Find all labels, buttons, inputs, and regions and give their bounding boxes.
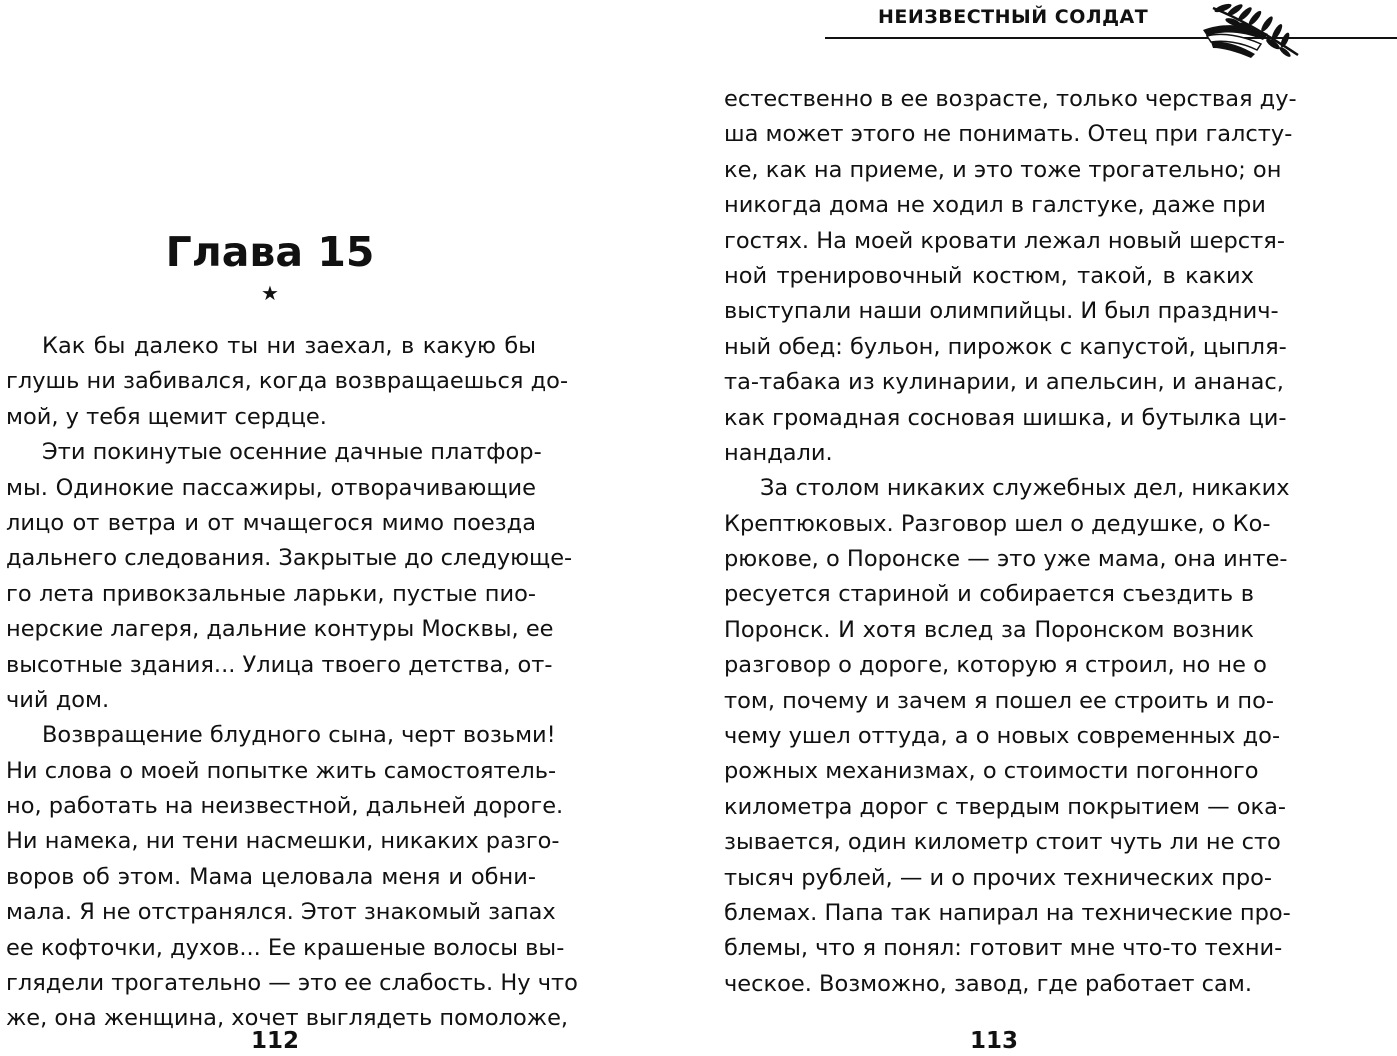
text-line: как громадная сосновая шишка, и бутылка ци- [724,404,1287,431]
text-line: лицо от ветра и от мчащегося мимо поезда [6,509,536,536]
text-line: ческое. Возможно, завод, где работает сам. [724,970,1252,997]
chapter-title: Глава 15 [165,228,375,276]
text-line: глушь ни забивался, когда возвращаешься до- [6,368,569,395]
text-line: естественно в ее возрасте, только черствая ду- [724,86,1297,112]
text-line: чему ушел оттуда, а о новых современных до- [724,723,1281,750]
text-line: мой, у тебя щемит сердце. [6,403,327,430]
laurel-ribbon-icon [1193,0,1313,60]
left-page-number: 112 [251,1028,300,1054]
text-line: рюкове, о Поронске — это уже мама, она инте- [724,546,1288,573]
text-line: ке, как на приеме, и это тоже трогательно; он [724,156,1282,183]
text-line: выступали наши олимпийцы. И был празднич- [724,298,1279,325]
text-line: тысяч рублей, — и о прочих технических про- [724,864,1272,891]
text-line: Возвращение блудного сына, черт возьми! [42,722,556,749]
text-line: Ни слова о моей попытке жить самостоятель- [6,757,557,784]
right-page [700,0,1397,1055]
right-page-body-text [724,82,1297,1002]
text-line: мы. Одинокие пассажиры, отворачивающие [6,474,536,501]
text-line: чий дом. [6,686,110,713]
text-line: ша может этого не понимать. Отец при галсту- [724,121,1293,148]
text-line: Эти покинутые осенние дачные платфор- [42,439,542,466]
text-line: гостях. На моей кровати лежал новый шерстя- [724,227,1285,254]
text-line: рожных механизмах, о стоимости погонного [724,758,1259,785]
text-line: ресуется стариной и собирается съездить в [724,581,1254,608]
text-line: разговор о дороге, которую я строил, но не о [724,652,1267,679]
text-line: Поронск. И хотя вслед за Поронском возник [724,616,1254,643]
text-line: зывается, один километр стоит чуть ли не сто [724,829,1281,856]
text-line: же, она женщина, хочет выглядеть помоложе, [6,1005,569,1032]
left-page-body-text [6,329,578,1037]
running-head: НЕИЗВЕСТНЫЙ СОЛДАТ [878,6,1149,28]
text-line: Крептюковых. Разговор шел о дедушке, о Ко- [724,510,1271,537]
text-line: го лета привокзальные ларьки, пустые пио- [6,580,536,607]
text-line: ее кофточки, духов... Ее крашеные волосы вы- [6,934,565,961]
text-line: та-табака из кулинарии, и апельсин, и ананас, [724,369,1284,396]
text-line: дальнего следования. Закрытые до следующе- [6,545,573,572]
text-line: блемах. Папа так напирал на технические про- [724,899,1291,926]
text-line: ный обед: бульон, пирожок с капустой, цыпля- [724,333,1287,360]
star-icon: ★ [261,281,279,305]
text-line: нерские лагеря, дальние контуры Москвы, ее [6,616,554,643]
text-line: километра дорог с твердым покрытием — ока- [724,793,1287,820]
text-line: глядели трогательно — это ее слабость. Ну что [6,970,578,997]
text-line: высотные здания... Улица твоего детства, от- [6,651,553,678]
text-line: Ни намека, ни тени насмешки, никаких разго- [6,828,560,855]
text-line: нандали. [724,439,833,466]
text-line: мала. Я не отстранялся. Этот знакомый запах [6,899,556,926]
text-line: За столом никаких служебных дел, никаких [760,475,1290,502]
text-line: но, работать на неизвестной, дальней дороге. [6,793,564,820]
text-line: воров об этом. Мама целовала меня и обни- [6,863,536,890]
text-line: никогда дома не ходил в галстуке, даже при [724,192,1266,219]
text-line: том, почему и зачем я пошел ее строить и по- [724,687,1274,714]
right-page-number: 113 [970,1028,1019,1054]
text-line: блемы, что я понял: готовит мне что-то техни- [724,935,1283,962]
text-line: Как бы далеко ты ни заехал, в какую бы [42,333,536,359]
text-line: ной тренировочный костюм, такой, в каких [724,262,1254,289]
